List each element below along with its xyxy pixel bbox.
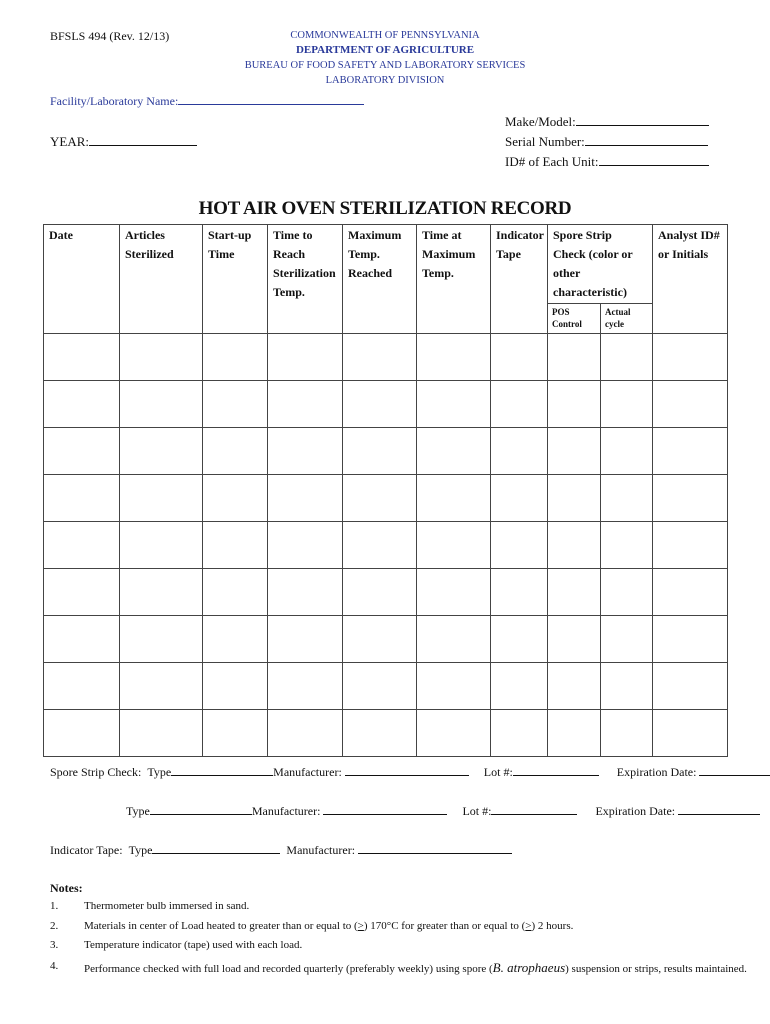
table-cell[interactable] bbox=[343, 428, 417, 475]
table-cell[interactable] bbox=[491, 663, 548, 710]
spore-strip-label: Spore Strip Check: bbox=[50, 765, 142, 779]
spore-lot-input-1[interactable] bbox=[513, 775, 599, 776]
table-cell[interactable] bbox=[203, 710, 268, 757]
table-cell[interactable] bbox=[548, 569, 601, 616]
spore-expiration-input-1[interactable] bbox=[699, 775, 770, 776]
table-cell[interactable] bbox=[343, 710, 417, 757]
note-number: 3. bbox=[50, 939, 59, 951]
agency-bureau: BUREAU OF FOOD SAFETY AND LABORATORY SERVICES bbox=[244, 60, 526, 71]
type-label: Type bbox=[128, 843, 153, 857]
table-cell[interactable] bbox=[120, 381, 203, 428]
table-row bbox=[44, 663, 728, 710]
table-cell[interactable] bbox=[343, 381, 417, 428]
table-cell[interactable] bbox=[44, 475, 120, 522]
table-cell[interactable] bbox=[268, 475, 343, 522]
table-cell[interactable] bbox=[343, 616, 417, 663]
table-cell[interactable] bbox=[548, 710, 601, 757]
table-cell[interactable] bbox=[44, 616, 120, 663]
lot-label: Lot #: bbox=[462, 804, 492, 818]
column-header-max-temp: Maximum Temp. Reached bbox=[343, 225, 417, 334]
table-cell[interactable] bbox=[417, 710, 491, 757]
facility-label: Facility/Laboratory Name: bbox=[50, 94, 179, 108]
make-model-input[interactable] bbox=[576, 125, 709, 126]
spore-type-input-1[interactable] bbox=[171, 775, 273, 776]
table-cell[interactable] bbox=[203, 569, 268, 616]
serial-number-field bbox=[505, 134, 708, 150]
table-cell[interactable] bbox=[268, 569, 343, 616]
year-field bbox=[50, 134, 197, 150]
table-cell[interactable] bbox=[491, 710, 548, 757]
table-cell[interactable] bbox=[44, 663, 120, 710]
manufacturer-label: Manufacturer: bbox=[251, 804, 321, 818]
table-cell[interactable] bbox=[44, 710, 120, 757]
header-row bbox=[44, 225, 728, 304]
year-label: YEAR: bbox=[50, 134, 89, 149]
table-cell[interactable] bbox=[653, 616, 728, 663]
page-title: HOT AIR OVEN STERILIZATION RECORD bbox=[198, 198, 572, 219]
spore-strip-line-1 bbox=[50, 765, 770, 780]
table-cell[interactable] bbox=[548, 428, 601, 475]
year-input[interactable] bbox=[89, 145, 197, 146]
table-cell[interactable] bbox=[44, 334, 120, 381]
table-row bbox=[44, 334, 728, 381]
subheader-pos-control: POS Control bbox=[548, 304, 601, 334]
serial-number-input[interactable] bbox=[585, 145, 708, 146]
table-cell[interactable] bbox=[343, 475, 417, 522]
table-cell[interactable] bbox=[120, 522, 203, 569]
note-text: Performance checked with full load and recorded quarterly (preferably weekly) using spore (B. atrophaeus) suspension or strips, results maintained. bbox=[84, 960, 747, 975]
lot-label: Lot #: bbox=[483, 765, 513, 779]
table-cell[interactable] bbox=[601, 334, 653, 381]
indicator-tape-label: Indicator Tape: bbox=[50, 843, 123, 857]
note-number: 2. bbox=[50, 920, 59, 932]
manufacturer-label: Manufacturer: bbox=[286, 843, 356, 857]
table-cell[interactable] bbox=[120, 428, 203, 475]
table-cell[interactable] bbox=[548, 334, 601, 381]
table-cell[interactable] bbox=[120, 334, 203, 381]
table-cell[interactable] bbox=[268, 334, 343, 381]
form-id: BFSLS 494 (Rev. 12/13) bbox=[50, 29, 170, 43]
table-row bbox=[44, 710, 728, 757]
table-cell[interactable] bbox=[203, 428, 268, 475]
column-header-indicator-tape: Indicator Tape bbox=[491, 225, 548, 334]
table-cell[interactable] bbox=[601, 663, 653, 710]
table-cell[interactable] bbox=[491, 569, 548, 616]
table-cell[interactable] bbox=[417, 334, 491, 381]
table-cell[interactable] bbox=[491, 475, 548, 522]
table-cell[interactable] bbox=[491, 381, 548, 428]
table-row bbox=[44, 616, 728, 663]
table-cell[interactable] bbox=[653, 334, 728, 381]
table-cell[interactable] bbox=[268, 616, 343, 663]
unit-id-field bbox=[505, 154, 709, 170]
table-cell[interactable] bbox=[120, 663, 203, 710]
notes-heading: Notes: bbox=[50, 881, 83, 895]
table-cell[interactable] bbox=[601, 710, 653, 757]
table-cell[interactable] bbox=[268, 663, 343, 710]
table-cell[interactable] bbox=[601, 381, 653, 428]
table-cell[interactable] bbox=[120, 710, 203, 757]
make-model-field bbox=[505, 114, 709, 130]
spore-lot-input-2[interactable] bbox=[491, 814, 577, 815]
expiration-label: Expiration Date: bbox=[616, 765, 697, 779]
table-cell[interactable] bbox=[417, 428, 491, 475]
column-header-startup: Start-up Time bbox=[203, 225, 268, 334]
column-header-articles: Articles Sterilized bbox=[120, 225, 203, 334]
table-cell[interactable] bbox=[203, 616, 268, 663]
unit-id-label: ID# of Each Unit: bbox=[505, 154, 599, 169]
table-cell[interactable] bbox=[653, 428, 728, 475]
table-cell[interactable] bbox=[120, 569, 203, 616]
table-cell[interactable] bbox=[491, 522, 548, 569]
make-model-label: Make/Model: bbox=[505, 114, 576, 129]
table-cell[interactable] bbox=[268, 522, 343, 569]
table-cell[interactable] bbox=[268, 710, 343, 757]
table-cell[interactable] bbox=[417, 381, 491, 428]
table-cell[interactable] bbox=[491, 428, 548, 475]
table-cell[interactable] bbox=[548, 522, 601, 569]
sterilization-log-table bbox=[43, 224, 728, 757]
table-cell[interactable] bbox=[653, 663, 728, 710]
manufacturer-label: Manufacturer: bbox=[273, 765, 342, 779]
table-cell[interactable] bbox=[203, 663, 268, 710]
table-cell[interactable] bbox=[343, 522, 417, 569]
type-label: Type bbox=[126, 804, 150, 818]
spore-expiration-input-2[interactable] bbox=[678, 814, 760, 815]
table-cell[interactable] bbox=[44, 569, 120, 616]
table-cell[interactable] bbox=[601, 522, 653, 569]
table-cell[interactable] bbox=[44, 428, 120, 475]
table-cell[interactable] bbox=[44, 381, 120, 428]
unit-id-input[interactable] bbox=[599, 165, 709, 166]
agency-department: DEPARTMENT OF AGRICULTURE bbox=[295, 44, 475, 56]
spore-strip-line-2 bbox=[126, 804, 760, 819]
table-cell[interactable] bbox=[491, 616, 548, 663]
table-cell[interactable] bbox=[548, 616, 601, 663]
table-row bbox=[44, 475, 728, 522]
facility-field bbox=[50, 94, 364, 109]
table-cell[interactable] bbox=[601, 616, 653, 663]
table-cell[interactable] bbox=[548, 663, 601, 710]
table-cell[interactable] bbox=[203, 381, 268, 428]
indicator-tape-line bbox=[50, 843, 512, 858]
expiration-label: Expiration Date: bbox=[595, 804, 676, 818]
table-cell[interactable] bbox=[343, 334, 417, 381]
table-cell[interactable] bbox=[653, 475, 728, 522]
table-cell[interactable] bbox=[417, 616, 491, 663]
note-number: 1. bbox=[50, 900, 59, 912]
table-cell[interactable] bbox=[548, 381, 601, 428]
table-cell[interactable] bbox=[268, 428, 343, 475]
table-cell[interactable] bbox=[653, 381, 728, 428]
facility-input[interactable] bbox=[178, 104, 364, 105]
note-number: 4. bbox=[50, 960, 59, 972]
table-cell[interactable] bbox=[417, 522, 491, 569]
table-cell[interactable] bbox=[343, 569, 417, 616]
table-cell[interactable] bbox=[417, 569, 491, 616]
column-header-analyst: Analyst ID# or Initials bbox=[653, 225, 728, 334]
table-cell[interactable] bbox=[491, 334, 548, 381]
table-cell[interactable] bbox=[653, 710, 728, 757]
table-row bbox=[44, 428, 728, 475]
table-cell[interactable] bbox=[548, 475, 601, 522]
indicator-type-input[interactable] bbox=[152, 853, 280, 854]
table-row bbox=[44, 569, 728, 616]
table-cell[interactable] bbox=[601, 569, 653, 616]
spore-manufacturer-input-1[interactable] bbox=[345, 775, 469, 776]
table-cell[interactable] bbox=[417, 475, 491, 522]
table-cell[interactable] bbox=[120, 475, 203, 522]
table-cell[interactable] bbox=[203, 522, 268, 569]
type-label: Type bbox=[147, 765, 172, 779]
table-cell[interactable] bbox=[653, 522, 728, 569]
note-text: Thermometer bulb immersed in sand. bbox=[84, 900, 250, 912]
indicator-manufacturer-input[interactable] bbox=[358, 853, 512, 854]
table-row bbox=[44, 522, 728, 569]
table-cell[interactable] bbox=[203, 475, 268, 522]
column-header-spore-strip: Spore Strip Check (color or other characteristic) bbox=[548, 225, 653, 304]
table-row bbox=[44, 381, 728, 428]
table-cell[interactable] bbox=[653, 569, 728, 616]
serial-number-label: Serial Number: bbox=[505, 134, 585, 149]
spore-manufacturer-input-2[interactable] bbox=[323, 814, 447, 815]
table-cell[interactable] bbox=[120, 616, 203, 663]
table-cell[interactable] bbox=[203, 334, 268, 381]
agency-commonwealth: COMMONWEALTH OF PENNSYLVANIA bbox=[290, 30, 480, 41]
table-cell[interactable] bbox=[601, 475, 653, 522]
note-text: Materials in center of Load heated to greater than or equal to (>) 170°C for greater than or equal to (>) 2 hours. bbox=[84, 920, 574, 932]
table-cell[interactable] bbox=[417, 663, 491, 710]
table-cell[interactable] bbox=[268, 381, 343, 428]
column-header-time-at-max: Time at Maximum Temp. bbox=[417, 225, 491, 334]
note-text: Temperature indicator (tape) used with each load. bbox=[84, 939, 303, 951]
column-header-date: Date bbox=[44, 225, 120, 334]
table-cell[interactable] bbox=[44, 522, 120, 569]
table-cell[interactable] bbox=[601, 428, 653, 475]
subheader-actual-cycle: Actual cycle bbox=[601, 304, 653, 334]
agency-division: LABORATORY DIVISION bbox=[325, 75, 445, 86]
column-header-time-to-reach: Time to Reach Sterilization Temp. bbox=[268, 225, 343, 334]
table-cell[interactable] bbox=[343, 663, 417, 710]
spore-type-input-2[interactable] bbox=[150, 814, 252, 815]
